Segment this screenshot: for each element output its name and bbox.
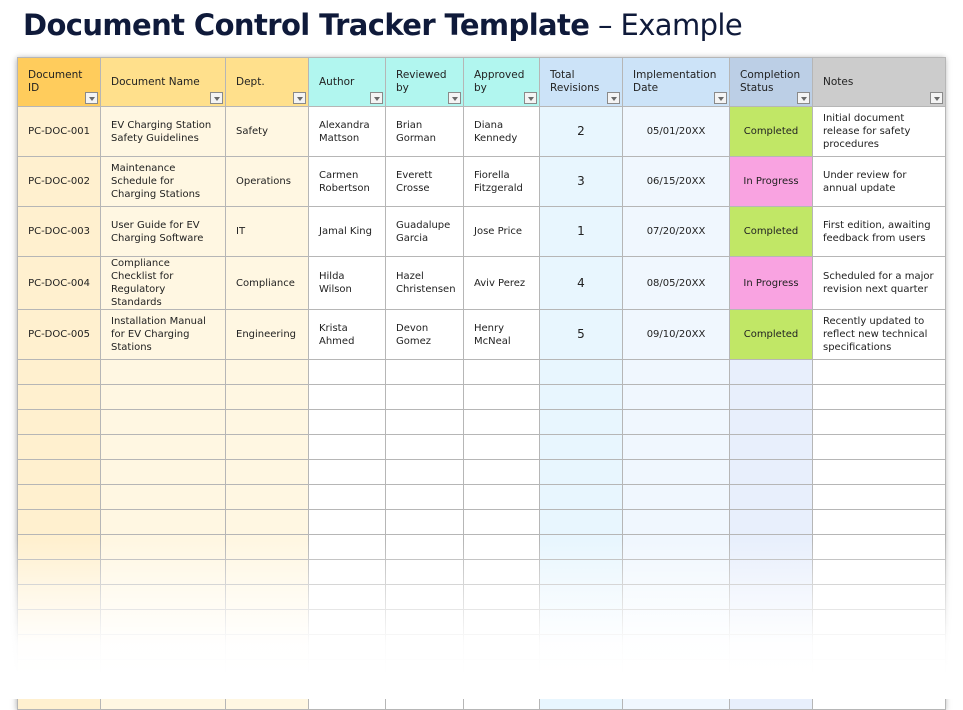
cell-notes[interactable]	[813, 510, 946, 535]
cell-reviewed-by[interactable]: Guadalupe Garcia	[386, 207, 464, 257]
cell-implementation-date[interactable]	[623, 685, 730, 710]
cell-implementation-date[interactable]	[623, 535, 730, 560]
empty-table-row	[18, 635, 946, 660]
cell-reviewed-by[interactable]	[386, 635, 464, 660]
cell-total-revisions[interactable]	[540, 635, 623, 660]
empty-table-row	[18, 660, 946, 685]
cell-approved-by[interactable]	[464, 685, 540, 710]
cell-completion-status[interactable]	[730, 510, 813, 535]
cell-total-revisions[interactable]: 2	[540, 107, 623, 157]
cell-author[interactable]: Carmen Robertson	[309, 157, 386, 207]
cell-implementation-date[interactable]	[623, 560, 730, 585]
cell-dept[interactable]	[226, 385, 309, 410]
cell-reviewed-by[interactable]	[386, 610, 464, 635]
cell-notes[interactable]: Initial document release for safety procedures	[813, 107, 946, 157]
cell-implementation-date[interactable]	[623, 610, 730, 635]
cell-approved-by[interactable]: Fiorella Fitzgerald	[464, 157, 540, 207]
cell-reviewed-by[interactable]: Hazel Christensen	[386, 257, 464, 310]
empty-table-row	[18, 610, 946, 635]
cell-document-id[interactable]	[18, 460, 101, 485]
cell-completion-status[interactable]	[730, 585, 813, 610]
cell-document-id[interactable]	[18, 560, 101, 585]
cell-author[interactable]	[309, 435, 386, 460]
cell-dept[interactable]: IT	[226, 207, 309, 257]
cell-implementation-date[interactable]: 06/15/20XX	[623, 157, 730, 207]
cell-completion-status[interactable]	[730, 360, 813, 385]
cell-total-revisions[interactable]	[540, 660, 623, 685]
dropdown-arrow-icon[interactable]	[370, 92, 383, 104]
cell-reviewed-by[interactable]	[386, 360, 464, 385]
cell-notes[interactable]	[813, 385, 946, 410]
table-body	[18, 107, 946, 710]
cell-document-id[interactable]	[18, 610, 101, 635]
dropdown-arrow-icon[interactable]	[607, 92, 620, 104]
page-title-main: Document Control Tracker Template	[23, 8, 590, 42]
cell-reviewed-by[interactable]	[386, 410, 464, 435]
cell-dept[interactable]: Engineering	[226, 310, 309, 360]
cell-author[interactable]	[309, 610, 386, 635]
cell-completion-status[interactable]	[730, 410, 813, 435]
cell-dept[interactable]	[226, 560, 309, 585]
empty-table-row	[18, 560, 946, 585]
empty-table-row	[18, 535, 946, 560]
cell-author[interactable]	[309, 410, 386, 435]
cell-total-revisions[interactable]	[540, 560, 623, 585]
cell-reviewed-by[interactable]	[386, 435, 464, 460]
column-header-document-id: Document ID	[18, 58, 101, 107]
cell-document-id[interactable]: PC-DOC-003	[18, 207, 101, 257]
cell-total-revisions[interactable]	[540, 535, 623, 560]
empty-table-row	[18, 385, 946, 410]
cell-author[interactable]	[309, 635, 386, 660]
cell-implementation-date[interactable]	[623, 435, 730, 460]
table-row	[18, 207, 946, 257]
cell-author[interactable]	[309, 385, 386, 410]
cell-document-id[interactable]	[18, 635, 101, 660]
cell-total-revisions[interactable]	[540, 410, 623, 435]
status-badge: In Progress	[743, 277, 799, 289]
cell-reviewed-by[interactable]	[386, 510, 464, 535]
cell-dept[interactable]: Safety	[226, 107, 309, 157]
cell-approved-by[interactable]	[464, 460, 540, 485]
table-row	[18, 257, 946, 310]
cell-completion-status[interactable]	[730, 207, 813, 257]
cell-document-name[interactable]	[101, 460, 226, 485]
empty-table-row	[18, 585, 946, 610]
column-header-total-revisions: Total Revisions	[540, 58, 623, 107]
status-badge: Completed	[743, 126, 799, 137]
cell-document-name[interactable]: EV Charging Station Safety Guidelines	[101, 107, 226, 157]
cell-author[interactable]	[309, 485, 386, 510]
cell-document-name[interactable]	[101, 360, 226, 385]
cell-author[interactable]	[309, 535, 386, 560]
cell-completion-status[interactable]	[730, 107, 813, 157]
cell-approved-by[interactable]	[464, 660, 540, 685]
status-badge: In Progress	[743, 176, 799, 187]
cell-approved-by[interactable]	[464, 385, 540, 410]
empty-table-row	[18, 360, 946, 385]
cell-implementation-date[interactable]	[623, 410, 730, 435]
cell-approved-by[interactable]	[464, 410, 540, 435]
cell-reviewed-by[interactable]	[386, 560, 464, 585]
cell-notes[interactable]	[813, 635, 946, 660]
cell-completion-status[interactable]	[730, 385, 813, 410]
cell-dept[interactable]	[226, 360, 309, 385]
cell-document-id[interactable]	[18, 435, 101, 460]
cell-document-id[interactable]: PC-DOC-004	[18, 257, 101, 310]
table-row	[18, 310, 946, 360]
cell-approved-by[interactable]	[464, 610, 540, 635]
empty-table-row	[18, 685, 946, 710]
cell-implementation-date[interactable]: 05/01/20XX	[623, 107, 730, 157]
cell-total-revisions[interactable]	[540, 435, 623, 460]
cell-dept[interactable]	[226, 485, 309, 510]
cell-total-revisions[interactable]	[540, 610, 623, 635]
cell-document-name[interactable]	[101, 685, 226, 710]
cell-author[interactable]	[309, 510, 386, 535]
cell-implementation-date[interactable]	[623, 585, 730, 610]
cell-document-name[interactable]: Compliance Checklist for Regulatory Standards	[101, 257, 226, 310]
cell-implementation-date[interactable]: 09/10/20XX	[623, 310, 730, 360]
cell-total-revisions[interactable]: 5	[540, 310, 623, 360]
cell-document-name[interactable]	[101, 635, 226, 660]
cell-document-id[interactable]	[18, 410, 101, 435]
cell-author[interactable]: Jamal King	[309, 207, 386, 257]
cell-document-id[interactable]	[18, 385, 101, 410]
cell-completion-status[interactable]	[730, 257, 813, 310]
cell-notes[interactable]	[813, 435, 946, 460]
empty-table-row	[18, 410, 946, 435]
cell-reviewed-by[interactable]	[386, 685, 464, 710]
cell-document-id[interactable]	[18, 585, 101, 610]
cell-notes[interactable]	[813, 685, 946, 710]
empty-table-row	[18, 460, 946, 485]
cell-total-revisions[interactable]	[540, 585, 623, 610]
cell-notes[interactable]: Recently updated to reflect new technical specifications	[813, 310, 946, 360]
cell-document-id[interactable]: PC-DOC-005	[18, 310, 101, 360]
cell-approved-by[interactable]: Aviv Perez	[464, 257, 540, 310]
cell-author[interactable]: Alexandra Mattson	[309, 107, 386, 157]
cell-approved-by[interactable]	[464, 485, 540, 510]
cell-document-name[interactable]	[101, 485, 226, 510]
cell-dept[interactable]	[226, 585, 309, 610]
tracker-sheet	[17, 57, 945, 710]
cell-implementation-date[interactable]	[623, 485, 730, 510]
cell-notes[interactable]: Under review for annual update	[813, 157, 946, 207]
cell-document-id[interactable]: PC-DOC-002	[18, 157, 101, 207]
cell-dept[interactable]	[226, 435, 309, 460]
table-row	[18, 157, 946, 207]
cell-total-revisions[interactable]: 1	[540, 207, 623, 257]
cell-total-revisions[interactable]	[540, 360, 623, 385]
cell-reviewed-by[interactable]	[386, 460, 464, 485]
cell-approved-by[interactable]	[464, 360, 540, 385]
cell-notes[interactable]	[813, 660, 946, 685]
cell-approved-by[interactable]: Diana Kennedy	[464, 107, 540, 157]
cell-author[interactable]	[309, 685, 386, 710]
cell-completion-status[interactable]	[730, 685, 813, 710]
cell-notes[interactable]	[813, 485, 946, 510]
status-badge: Completed	[743, 329, 799, 340]
cell-approved-by[interactable]	[464, 435, 540, 460]
cell-notes[interactable]	[813, 410, 946, 435]
dropdown-arrow-icon[interactable]	[797, 92, 810, 104]
cell-document-name[interactable]	[101, 435, 226, 460]
cell-approved-by[interactable]: Henry McNeal	[464, 310, 540, 360]
cell-approved-by[interactable]	[464, 510, 540, 535]
dropdown-arrow-icon[interactable]	[85, 92, 98, 104]
cell-document-name[interactable]	[101, 660, 226, 685]
page-title-suffix: – Example	[589, 8, 743, 42]
cell-document-id[interactable]	[18, 685, 101, 710]
dropdown-arrow-icon[interactable]	[210, 92, 223, 104]
cell-document-id[interactable]	[18, 510, 101, 535]
cell-author[interactable]	[309, 585, 386, 610]
column-header-implementation-date: Implementation Date	[623, 58, 730, 107]
empty-table-row	[18, 485, 946, 510]
document-tracker-table	[17, 57, 946, 710]
cell-approved-by[interactable]	[464, 585, 540, 610]
cell-total-revisions[interactable]	[540, 510, 623, 535]
cell-document-name[interactable]: Maintenance Schedule for Charging Stations	[101, 157, 226, 207]
cell-completion-status[interactable]	[730, 157, 813, 207]
cell-reviewed-by[interactable]: Devon Gomez	[386, 310, 464, 360]
cell-dept[interactable]	[226, 410, 309, 435]
cell-reviewed-by[interactable]	[386, 585, 464, 610]
cell-implementation-date[interactable]: 08/05/20XX	[623, 257, 730, 310]
cell-author[interactable]	[309, 460, 386, 485]
cell-implementation-date[interactable]	[623, 460, 730, 485]
cell-notes[interactable]	[813, 460, 946, 485]
cell-dept[interactable]	[226, 635, 309, 660]
column-header-notes: Notes	[813, 58, 946, 107]
cell-author[interactable]	[309, 660, 386, 685]
dropdown-arrow-icon[interactable]	[448, 92, 461, 104]
page-title	[23, 8, 742, 42]
cell-completion-status[interactable]	[730, 610, 813, 635]
cell-notes[interactable]	[813, 610, 946, 635]
cell-author[interactable]	[309, 560, 386, 585]
cell-reviewed-by[interactable]	[386, 385, 464, 410]
cell-dept[interactable]: Operations	[226, 157, 309, 207]
cell-completion-status[interactable]	[730, 460, 813, 485]
column-header-approved-by: Approved by	[464, 58, 540, 107]
dropdown-arrow-icon[interactable]	[714, 92, 727, 104]
dropdown-arrow-icon[interactable]	[524, 92, 537, 104]
cell-dept[interactable]	[226, 535, 309, 560]
cell-document-id[interactable]	[18, 360, 101, 385]
cell-author[interactable]: Hilda Wilson	[309, 257, 386, 310]
cell-document-name[interactable]	[101, 610, 226, 635]
dropdown-arrow-icon[interactable]	[930, 92, 943, 104]
cell-total-revisions[interactable]	[540, 460, 623, 485]
cell-completion-status[interactable]	[730, 560, 813, 585]
cell-notes[interactable]	[813, 560, 946, 585]
cell-reviewed-by[interactable]: Everett Crosse	[386, 157, 464, 207]
header-row	[18, 58, 946, 107]
cell-notes[interactable]: Scheduled for a major revision next quarter	[813, 257, 946, 310]
cell-document-name[interactable]: User Guide for EV Charging Software	[101, 207, 226, 257]
cell-document-name[interactable]	[101, 385, 226, 410]
cell-reviewed-by[interactable]	[386, 660, 464, 685]
cell-completion-status[interactable]	[730, 485, 813, 510]
cell-implementation-date[interactable]: 07/20/20XX	[623, 207, 730, 257]
cell-approved-by[interactable]	[464, 635, 540, 660]
cell-notes[interactable]	[813, 360, 946, 385]
cell-dept[interactable]	[226, 510, 309, 535]
cell-implementation-date[interactable]	[623, 660, 730, 685]
column-header-author: Author	[309, 58, 386, 107]
cell-implementation-date[interactable]	[623, 360, 730, 385]
cell-total-revisions[interactable]	[540, 485, 623, 510]
cell-document-name[interactable]	[101, 535, 226, 560]
cell-completion-status[interactable]	[730, 435, 813, 460]
cell-total-revisions[interactable]	[540, 685, 623, 710]
cell-completion-status[interactable]	[730, 535, 813, 560]
column-header-reviewed-by: Reviewed by	[386, 58, 464, 107]
cell-reviewed-by[interactable]: Brian Gorman	[386, 107, 464, 157]
column-header-completion-status: Completion Status	[730, 58, 813, 107]
cell-document-name[interactable]: Installation Manual for EV Charging Stations	[101, 310, 226, 360]
column-header-document-name: Document Name	[101, 58, 226, 107]
cell-approved-by[interactable]	[464, 535, 540, 560]
empty-table-row	[18, 435, 946, 460]
cell-document-name[interactable]	[101, 410, 226, 435]
cell-document-id[interactable]	[18, 660, 101, 685]
cell-dept[interactable]	[226, 460, 309, 485]
cell-author[interactable]: Krista Ahmed	[309, 310, 386, 360]
cell-implementation-date[interactable]	[623, 385, 730, 410]
cell-dept[interactable]: Compliance	[226, 257, 309, 310]
cell-approved-by[interactable]: Jose Price	[464, 207, 540, 257]
cell-document-name[interactable]	[101, 560, 226, 585]
cell-notes[interactable]: First edition, awaiting feedback from users	[813, 207, 946, 257]
cell-author[interactable]	[309, 360, 386, 385]
cell-notes[interactable]	[813, 585, 946, 610]
cell-total-revisions[interactable]: 3	[540, 157, 623, 207]
cell-document-id[interactable]	[18, 485, 101, 510]
cell-approved-by[interactable]	[464, 560, 540, 585]
cell-completion-status[interactable]	[730, 635, 813, 660]
cell-document-id[interactable]	[18, 535, 101, 560]
cell-dept[interactable]	[226, 685, 309, 710]
cell-dept[interactable]	[226, 660, 309, 685]
cell-reviewed-by[interactable]	[386, 535, 464, 560]
cell-document-name[interactable]	[101, 510, 226, 535]
dropdown-arrow-icon[interactable]	[293, 92, 306, 104]
table-row	[18, 107, 946, 157]
cell-implementation-date[interactable]	[623, 510, 730, 535]
cell-completion-status[interactable]	[730, 660, 813, 685]
column-header-dept: Dept.	[226, 58, 309, 107]
cell-document-name[interactable]	[101, 585, 226, 610]
cell-dept[interactable]	[226, 610, 309, 635]
empty-table-row	[18, 510, 946, 535]
cell-document-id[interactable]: PC-DOC-001	[18, 107, 101, 157]
cell-total-revisions[interactable]: 4	[540, 257, 623, 310]
cell-notes[interactable]	[813, 535, 946, 560]
cell-total-revisions[interactable]	[540, 385, 623, 410]
cell-implementation-date[interactable]	[623, 635, 730, 660]
status-badge: Completed	[743, 226, 799, 237]
cell-completion-status[interactable]	[730, 310, 813, 360]
cell-reviewed-by[interactable]	[386, 485, 464, 510]
